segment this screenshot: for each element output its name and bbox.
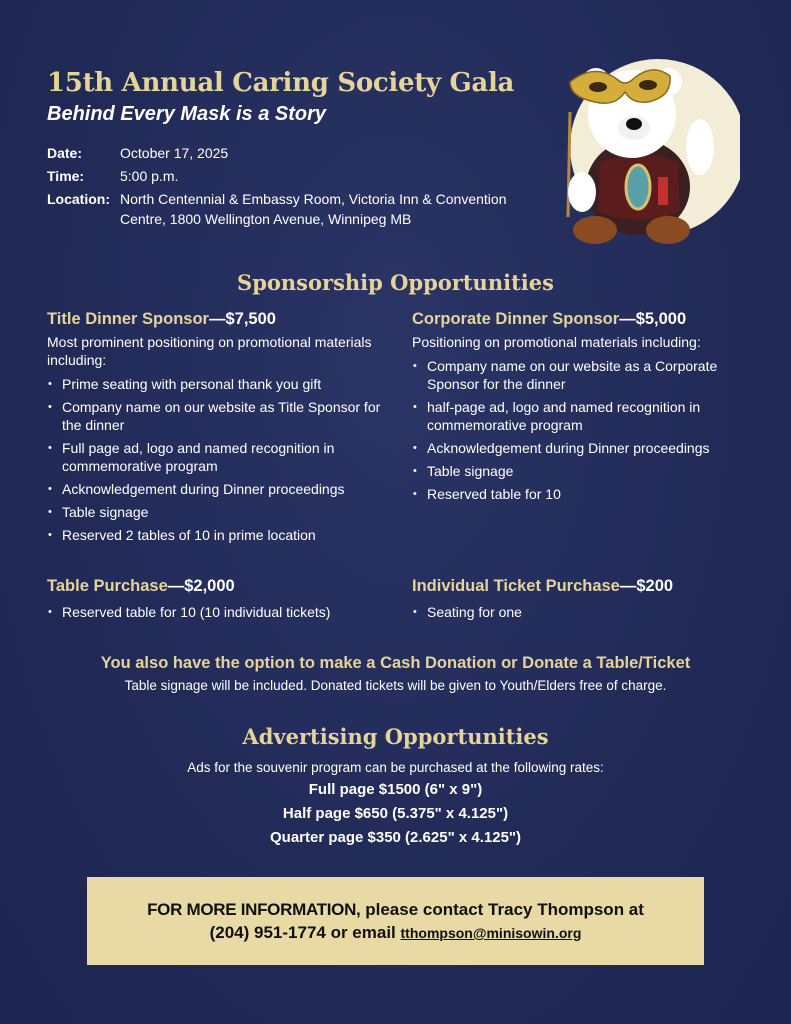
sponsorship-heading: Sponsorship Opportunities (237, 270, 554, 295)
table-purchase-heading (47, 575, 387, 597)
teddy-bear-mask-illustration (540, 52, 740, 252)
date-label: Date: (47, 145, 83, 161)
page-title: 15th Annual Caring Society Gala (47, 68, 515, 98)
corporate-sponsor-benefits (412, 357, 757, 503)
title-sponsor-price: —$7,500 (208, 310, 276, 328)
table-purchase-section (47, 575, 387, 626)
title-sponsor-heading (47, 308, 387, 330)
corporate-sponsor-price: —$5,000 (619, 310, 687, 328)
individual-ticket-name: Individual Ticket Purchase (412, 577, 620, 595)
time-value: 5:00 p.m. (120, 168, 179, 184)
list-item: • Prime seating with personal thank you gift (47, 375, 387, 393)
donation-note: Table signage will be included. Donated tickets will be given to Youth/Elders free of charge. (124, 678, 667, 693)
individual-ticket-section (412, 575, 752, 626)
title-sponsor-section (47, 308, 387, 549)
corporate-sponsor-description: Positioning on promotional materials including: (412, 334, 701, 350)
rate-full-page: Full page $1500 (6" x 9") (308, 781, 483, 798)
page-subtitle: Behind Every Mask is a Story (47, 103, 327, 125)
list-item: • Company name on our website as Title Sponsor for the dinner (47, 398, 387, 434)
list-item: • Company name on our website as a Corporate Sponsor for the dinner (412, 357, 757, 393)
table-purchase-price: —$2,000 (167, 577, 235, 595)
list-item: • Acknowledgement during Dinner proceedings (47, 480, 387, 498)
contact-lead: FOR MORE INFORMATION, (147, 900, 361, 919)
list-item: • Seating for one (412, 603, 752, 621)
contact-box (87, 877, 704, 965)
rate-half-page: Half page $650 (5.375" x 4.125") (282, 805, 509, 822)
individual-ticket-heading (412, 575, 752, 597)
list-item: • Reserved table for 10 (10 individual tickets) (47, 603, 387, 621)
table-purchase-name: Table Purchase (47, 577, 168, 595)
list-item: • Reserved table for 10 (412, 485, 757, 503)
list-item: • Acknowledgement during Dinner proceedings (412, 439, 757, 457)
advertising-intro: Ads for the souvenir program can be purchased at the following rates: (187, 760, 604, 775)
contact-details (87, 923, 704, 943)
corporate-sponsor-heading (412, 308, 757, 330)
location-value: North Centennial & Embassy Room, Victoria Inn & Convention Centre, 1800 Wellington Avenue, Winnipeg MB (120, 191, 507, 227)
table-purchase-benefits (47, 603, 387, 621)
list-item: • Full page ad, logo and named recognition in commemorative program (47, 439, 387, 475)
list-item: • Reserved 2 tables of 10 in prime location (47, 526, 387, 544)
individual-ticket-benefits (412, 603, 752, 621)
title-sponsor-name: Title Dinner Sponsor (47, 310, 209, 328)
contact-phone: (204) 951-1774 or email (209, 923, 401, 942)
date-value: October 17, 2025 (120, 145, 229, 161)
advertising-heading: Advertising Opportunities (242, 724, 549, 749)
contact-email-link[interactable]: tthompson@minisowin.org (400, 925, 582, 941)
individual-ticket-price: —$200 (619, 577, 674, 595)
rate-quarter-page: Quarter page $350 (2.625" x 4.125") (269, 829, 522, 846)
title-sponsor-description: Most prominent positioning on promotional materials including: (47, 334, 372, 368)
contact-line (87, 900, 704, 920)
list-item: • Table signage (47, 503, 387, 521)
list-item: • Table signage (412, 462, 757, 480)
location-label: Location: (47, 191, 110, 207)
corporate-sponsor-section (412, 308, 757, 508)
list-item: • half-page ad, logo and named recognition in commemorative program (412, 398, 757, 434)
corporate-sponsor-name: Corporate Dinner Sponsor (412, 310, 620, 328)
title-sponsor-benefits (47, 375, 387, 544)
time-label: Time: (47, 168, 85, 184)
contact-text: please contact Tracy Thompson at (360, 900, 644, 919)
donation-heading: You also have the option to make a Cash Donation or Donate a Table/Ticket (100, 654, 691, 672)
